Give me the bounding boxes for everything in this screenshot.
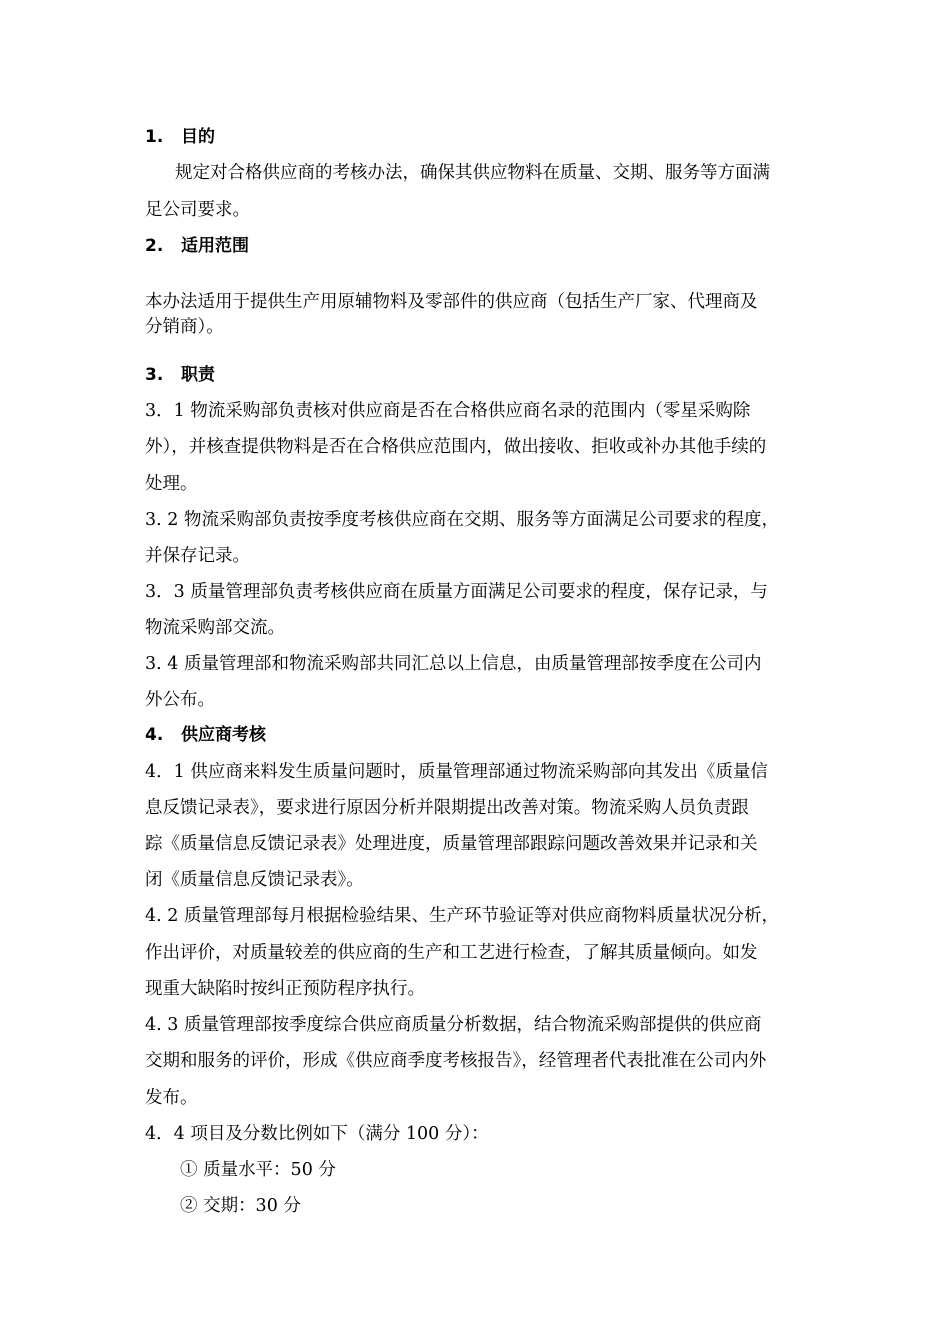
section-heading-2 — [145, 235, 249, 257]
paragraph-line: 3．1 物流采购部负责核对供应商是否在合格供应商名录的范围内（零星采购除 — [145, 401, 751, 421]
section-title: 适用范围 — [181, 236, 249, 256]
paragraph-line: 现重大缺陷时按纠正预防程序执行。 — [145, 979, 425, 999]
paragraph-line: 本办法适用于提供生产用原辅物料及零部件的供应商（包括生产厂家、代理商及 — [145, 292, 758, 312]
paragraph-line: 作出评价，对质量较差的供应商的生产和工艺进行检查，了解其质量倾向。如发 — [145, 943, 758, 963]
section-number: 3. — [145, 365, 164, 385]
paragraph-line: 外），并核查提供物料是否在合格供应范围内，做出接收、拒收或补办其他手续的 — [145, 437, 767, 457]
section-heading-4 — [145, 724, 266, 746]
section-title: 供应商考核 — [181, 725, 266, 745]
paragraph-line: 踪《质量信息反馈记录表》处理进度，质量管理部跟踪问题改善效果并记录和关 — [145, 834, 758, 854]
section-number: 1. — [145, 127, 164, 147]
paragraph-line: 并保存记录。 — [145, 546, 250, 566]
paragraph-line: 3. 4 质量管理部和物流采购部共同汇总以上信息，由质量管理部按季度在公司内 — [145, 654, 762, 674]
list-item: ② 交期：30 分 — [180, 1196, 301, 1216]
paragraph-line: 规定对合格供应商的考核办法，确保其供应物料在质量、交期、服务等方面满 — [175, 163, 770, 183]
paragraph-line: 4. 2 质量管理部每月根据检验结果、生产环节验证等对供应商物料质量状况分析， — [145, 906, 779, 926]
paragraph-line: 足公司要求。 — [145, 200, 250, 220]
section-title: 目的 — [181, 127, 215, 147]
section-number: 2. — [145, 236, 164, 256]
paragraph-line: 分销商）。 — [145, 317, 224, 337]
section-number: 4. — [145, 725, 164, 745]
paragraph-line: 处理。 — [145, 474, 198, 494]
paragraph-line: 4．1 供应商来料发生质量问题时，质量管理部通过物流采购部向其发出《质量信 — [145, 762, 768, 782]
paragraph-line: 3. 2 物流采购部负责按季度考核供应商在交期、服务等方面满足公司要求的程度， — [145, 510, 779, 530]
paragraph-line: 4. 3 质量管理部按季度综合供应商质量分析数据，结合物流采购部提供的供应商 — [145, 1015, 762, 1035]
section-heading-3 — [145, 364, 215, 386]
paragraph-line: 发布。 — [145, 1088, 198, 1108]
paragraph-line: 闭《质量信息反馈记录表》。 — [145, 870, 364, 890]
section-title: 职责 — [181, 365, 215, 385]
paragraph-line: 3．3 质量管理部负责考核供应商在质量方面满足公司要求的程度，保存记录，与 — [145, 582, 768, 602]
section-heading-1 — [145, 126, 215, 148]
paragraph-line: 外公布。 — [145, 690, 215, 710]
paragraph-line: 物流采购部交流。 — [145, 618, 285, 638]
paragraph-line: 息反馈记录表》，要求进行原因分析并限期提出改善对策。物流采购人员负责跟 — [145, 798, 749, 818]
paragraph-line: 交期和服务的评价，形成《供应商季度考核报告》，经管理者代表批准在公司内外 — [145, 1051, 767, 1071]
paragraph-line: 4．4 项目及分数比例如下（满分 100 分）： — [145, 1124, 489, 1144]
list-item: ① 质量水平：50 分 — [180, 1160, 336, 1180]
